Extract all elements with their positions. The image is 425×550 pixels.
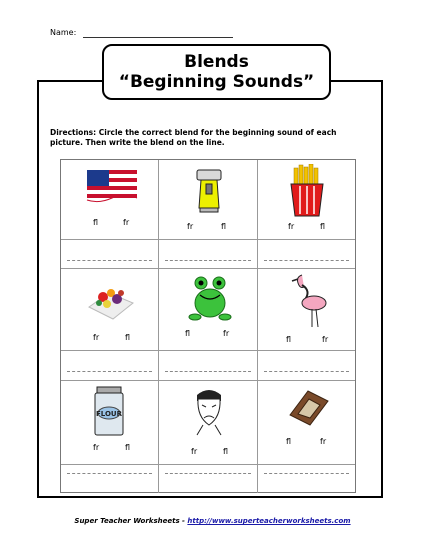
option-1[interactable]: fr — [191, 447, 198, 456]
answer-cell[interactable] — [258, 465, 355, 493]
answer-line[interactable] — [67, 371, 152, 372]
picture-cell-frame — [258, 381, 355, 465]
picture-cell-flashlight — [159, 160, 258, 240]
answer-cell[interactable] — [61, 351, 159, 381]
picture-cell-fruit — [61, 269, 159, 351]
answer-line[interactable] — [165, 371, 251, 372]
title-line1: Blends — [184, 52, 249, 72]
fruit-icon — [85, 277, 135, 321]
picture-cell-fries — [258, 160, 355, 240]
footer-url-link[interactable]: http://www.superteacherworksheets.com — [187, 517, 351, 525]
picture-cell-flag — [61, 160, 159, 240]
flashlight-icon — [191, 164, 227, 216]
option-1[interactable]: fr — [93, 333, 100, 342]
answer-cell[interactable] — [61, 465, 159, 493]
option-1[interactable]: fr — [288, 222, 295, 231]
option-2[interactable]: fr — [223, 329, 230, 338]
answer-line[interactable] — [67, 260, 152, 261]
title-box — [102, 44, 331, 100]
name-line[interactable] — [83, 37, 233, 38]
answer-cell[interactable] — [258, 351, 355, 381]
option-2[interactable]: fl — [125, 333, 131, 342]
answer-cell[interactable] — [159, 465, 258, 493]
answer-cell[interactable] — [258, 240, 355, 269]
flag-icon — [85, 166, 141, 206]
title-line2: “Beginning Sounds” — [118, 72, 315, 92]
frown-face-icon — [189, 385, 229, 437]
answer-line[interactable] — [264, 371, 349, 372]
name-label: Name: — [50, 28, 77, 37]
answer-line[interactable] — [264, 260, 349, 261]
option-1[interactable]: fl — [286, 335, 292, 344]
option-1[interactable]: fr — [93, 443, 100, 452]
option-1[interactable]: fr — [187, 222, 194, 231]
option-2[interactable]: fl — [223, 447, 229, 456]
picture-frame-icon — [286, 387, 330, 427]
answer-line[interactable] — [264, 473, 349, 474]
answer-line[interactable] — [165, 473, 251, 474]
fries-icon — [287, 164, 327, 218]
answer-line[interactable] — [67, 473, 152, 474]
option-1[interactable]: fl — [286, 437, 292, 446]
picture-grid — [60, 159, 356, 493]
option-1[interactable]: fl — [93, 218, 99, 227]
flamingo-icon — [290, 271, 330, 331]
picture-cell-frown — [159, 381, 258, 465]
option-2[interactable]: fr — [320, 437, 327, 446]
svg-text:FLOUR: FLOUR — [95, 410, 123, 418]
picture-cell-flamingo — [258, 269, 355, 351]
option-2[interactable]: fr — [123, 218, 130, 227]
footer — [0, 517, 425, 525]
flour-icon — [91, 385, 127, 437]
answer-cell[interactable] — [159, 240, 258, 269]
option-1[interactable]: fl — [185, 329, 191, 338]
option-2[interactable]: fr — [322, 335, 329, 344]
option-2[interactable]: fl — [320, 222, 326, 231]
frog-icon — [187, 273, 233, 323]
answer-cell[interactable] — [159, 351, 258, 381]
option-2[interactable]: fl — [221, 222, 227, 231]
directions-text: Directions: Circle the correct blend for the beginning sound of each picture. Then write the blend on the line. — [50, 128, 337, 147]
picture-cell-flour — [61, 381, 159, 465]
answer-cell[interactable] — [61, 240, 159, 269]
picture-cell-frog — [159, 269, 258, 351]
option-2[interactable]: fl — [125, 443, 131, 452]
answer-line[interactable] — [165, 260, 251, 261]
footer-brand: Super Teacher Worksheets - — [74, 517, 188, 525]
